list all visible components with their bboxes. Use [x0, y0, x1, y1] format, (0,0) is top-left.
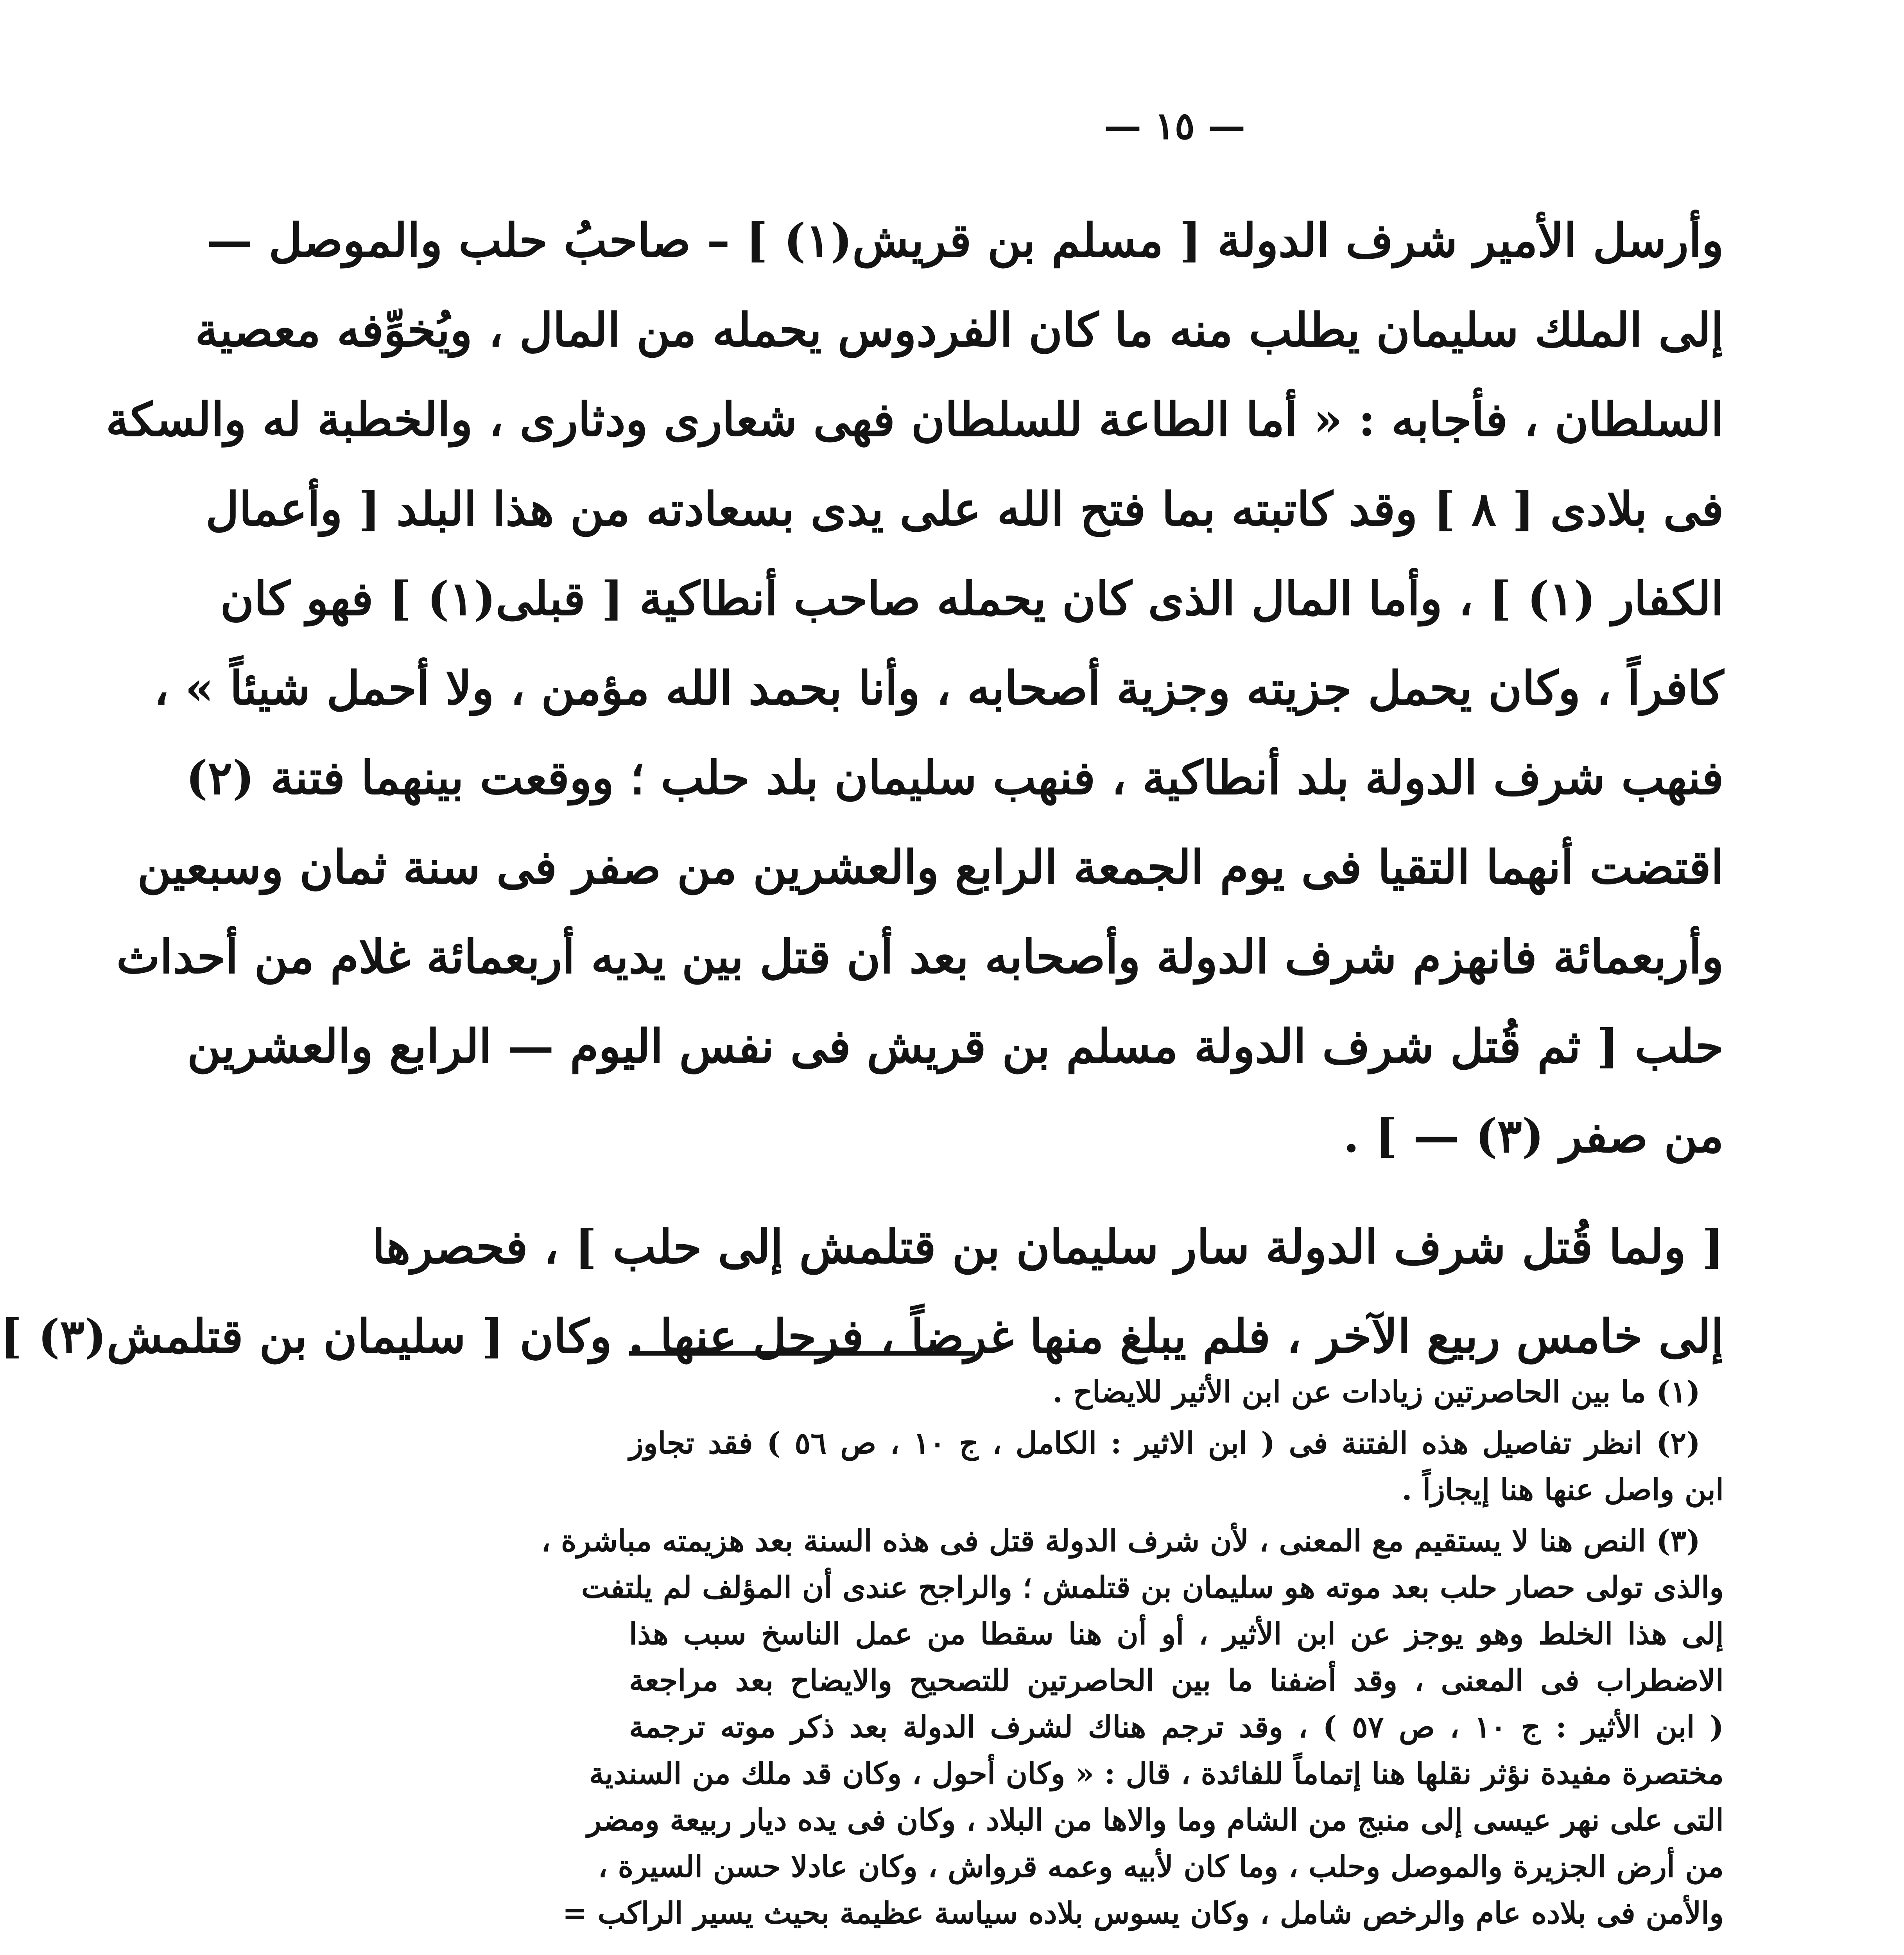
footnote-line: (١) ما بين الحاصرتين زيادات عن ابن الأثير للايضاح . — [1052, 1374, 1700, 1409]
text-line: السلطان ، فأجابه : « أما الطاعة للسلطان فهى شعارى ودثارى ، والخطبة له والسكة — [106, 392, 1724, 447]
text-line: وأرسل الأمير شرف الدولة [ مسلم بن قريش(١) ] – صاحبُ حلب والموصل — — [206, 213, 1724, 267]
text-line: فى بلادى [ ٨ ] وقد كاتبته بما فتح الله على يدى بسعادته من هذا البلد [ وأعمال — [205, 482, 1724, 536]
footnote — [629, 1368, 1724, 1415]
page-number: — ١٥ — — [1104, 104, 1246, 148]
footnote-line: (٢) انظر تفاصيل هذه الفتنة فى ( ابن الاثير : الكامل ، ج ١٠ ، ص ٥٦ ) فقد تجاوز — [629, 1426, 1700, 1460]
footnote-line: والذى تولى حصار حلب بعد موته هو سليمان بن قتلمش ؛ والراجح عندى أن المؤلف لم يلتفت — [581, 1570, 1724, 1605]
text-line: إلى خامس ربيع الآخر ، فلم يبلغ منها غرضاً ، فرحل عنها . وكان [ سليمان بن قتلمش(٣) ] — [0, 1309, 1724, 1363]
text-line: اقتضت أنهما التقيا فى يوم الجمعة الرابع والعشرين من صفر فى سنة ثمان وسبعين — [137, 840, 1724, 894]
paragraph — [106, 196, 1724, 1180]
text-line: كافراً ، وكان يحمل جزيته وجزية أصحابه ، وأنا بحمد الله مؤمن ، ولا أحمل شيئاً » ، — [154, 661, 1724, 715]
footnote-line: إلى هذا الخلط وهو يوجز عن ابن الأثير ، أو أن هنا سقطا من عمل الناسخ سبب هذا — [629, 1616, 1724, 1651]
footnote-line: مختصرة مفيدة نؤثر نقلها هنا إتماماً للفائدة ، قال : « وكان أحول ، وكان قد ملك من السندية — [589, 1756, 1724, 1791]
footnote — [629, 1420, 1724, 1513]
footnote-line: والأمن فى بلاده عام والرخص شامل ، وكان يسوس بلاده سياسة عظيمة بحيث يسير الراكب = — [562, 1896, 1724, 1930]
footnote-line: التى على نهر عيسى إلى منبج من الشام وما والاها من البلاد ، وكان فى يده ديار ربيعة ومضر — [587, 1803, 1724, 1837]
text-line: من صفر (٣) — ] . — [1343, 1108, 1724, 1163]
main-text — [0, 196, 1724, 1381]
text-line: فنهب شرف الدولة بلد أنطاكية ، فنهب سليمان بلد حلب ؛ ووقعت بينهما فتنة (٢) — [186, 750, 1724, 805]
footnote-line: (٣) النص هنا لا يستقيم مع المعنى ، لأن شرف الدولة قتل فى هذه السنة بعد هزيمته مباشرة ، — [541, 1523, 1700, 1558]
footnotes — [541, 1368, 1724, 1936]
footnote-line: ابن واصل عنها هنا إيجازاً . — [1402, 1472, 1724, 1507]
text-line: [ ولما قُتل شرف الدولة سار سليمان بن قتلمش إلى حلب ] ، فحصرها — [372, 1220, 1724, 1274]
footnote-line: الاضطراب فى المعنى ، وقد أضفنا ما بين الحاصرتين للتصحيح والايضاح بعد مراجعة — [629, 1663, 1724, 1698]
text-line: وأربعمائة فانهزم شرف الدولة وأصحابه بعد أن قتل بين يديه أربعمائة غلام من أحداث — [116, 929, 1724, 984]
text-line: إلى الملك سليمان يطلب منه ما كان الفردوس يحمله من المال ، ويُخوِّفه معصية — [195, 303, 1724, 357]
text-line: حلب [ ثم قُتل شرف الدولة مسلم بن قريش فى نفس اليوم — الرابع والعشرين — [187, 1019, 1724, 1073]
footnote-line: من أرض الجزيرة والموصل وحلب ، وما كان لأبيه وعمه قرواش ، وكان عادلا حسن السيرة ، — [598, 1849, 1724, 1884]
footnote — [541, 1517, 1724, 1936]
footnote-line: ( ابن الأثير : ج ١٠ ، ص ٥٧ ) ، وقد ترجم هناك لشرف الدولة بعد ذكر موته ترجمة — [629, 1709, 1724, 1744]
text-line: الكفار (١) ] ، وأما المال الذى كان يحمله صاحب أنطاكية [ قبلى(١) ] فهو كان — [220, 571, 1724, 626]
footnote-separator — [629, 1351, 975, 1356]
